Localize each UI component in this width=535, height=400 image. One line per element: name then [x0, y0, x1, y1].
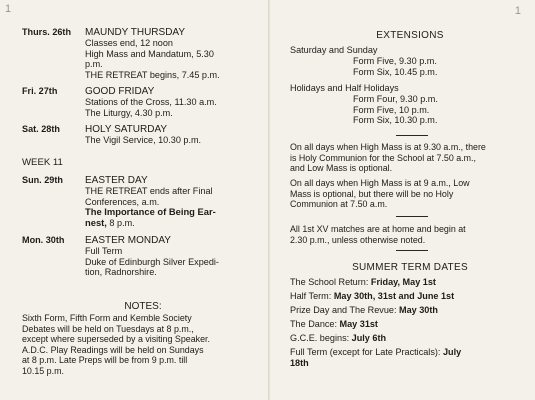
notes-line: Sixth Form, Fifth Form and Kemble Society	[22, 313, 192, 323]
event-line: THE RETREAT begins, 7.45 p.m.	[85, 69, 220, 80]
notes-body	[22, 313, 264, 376]
event-line: The Vigil Service, 10.30 p.m.	[85, 135, 202, 145]
extension-item: Form Five, 10 p.m.	[353, 104, 430, 115]
summer-value-cont: 18th	[290, 357, 309, 368]
summer-row	[290, 291, 530, 302]
event-bold-line: nest,	[85, 216, 107, 228]
event-line: Conferences, a.m.	[85, 196, 160, 207]
summer-value: May 30th, 31st and June 1st	[333, 291, 455, 301]
corner-mark-right: 1	[514, 5, 521, 17]
extension-item: Form Six, 10.45 p.m.	[353, 66, 438, 77]
divider-rule	[396, 250, 428, 251]
event-date: Sun. 29th	[22, 175, 63, 185]
divider-rule	[396, 216, 428, 217]
event-title: HOLY SATURDAY	[85, 124, 168, 135]
holidays-label: Holidays and Half Holidays	[290, 83, 399, 93]
sat-sun-label: Saturday and Sunday	[290, 45, 378, 55]
summer-value: July	[442, 347, 462, 357]
summer-label: Prize Day and The Revue:	[290, 305, 397, 315]
summer-label: The School Return:	[290, 277, 369, 287]
notes-line: at 8 p.m. Late Preps will be from 9 p.m. till	[22, 355, 188, 365]
event-line: The Liturgy, 4.30 p.m.	[85, 107, 173, 118]
event-line: 8 p.m.	[109, 217, 135, 228]
notes-line: Debates will be held on Tuesdays at 8 p.m.,	[22, 323, 194, 334]
event-date: Fri. 27th	[22, 86, 58, 96]
event-line: Classes end, 12 noon	[85, 38, 173, 48]
para-line: On all days when High Mass is at 9.30 a.m., there	[290, 142, 486, 152]
para-line: and Low Mass is optional.	[290, 163, 393, 173]
para-line: On all days when High Mass is at 9 a.m., Low	[290, 178, 470, 188]
summer-label: Full Term (except for Late Practicals):	[290, 347, 441, 357]
event-line: Duke of Edinburgh Silver Expedi-	[85, 256, 219, 267]
holidays-list	[353, 94, 438, 126]
summer-label: G.C.E. begins:	[290, 333, 350, 343]
notes-line: A.D.C. Play Readings will be held on Sundays	[22, 344, 204, 355]
event-sunday	[22, 175, 262, 228]
summer-row	[290, 277, 530, 288]
summer-row	[290, 305, 530, 316]
extensions-heading: EXTENSIONS	[376, 30, 444, 41]
para-line: Mass is optional, but there will be no Holy	[290, 188, 454, 199]
right-page	[268, 0, 535, 400]
summer-heading: SUMMER TERM DATES	[352, 262, 468, 273]
event-thursday	[22, 27, 262, 80]
event-line: High Mass and Mandatum, 5.30	[85, 48, 214, 59]
sat-sun-list	[353, 56, 437, 77]
summer-row	[290, 347, 530, 368]
corner-mark-left: 1	[5, 3, 12, 15]
event-line: tion, Radnorshire.	[85, 267, 157, 277]
summer-value: July 6th	[351, 333, 387, 343]
para-line: Communion at 7.50 a.m.	[290, 199, 388, 209]
summer-value: May 30th	[399, 305, 438, 315]
summer-value: Friday, May 1st	[370, 277, 436, 287]
event-title: MAUNDY THURSDAY	[85, 27, 186, 38]
event-friday	[22, 86, 262, 118]
event-date: Sat. 28th	[22, 124, 60, 134]
extension-item: Form Six, 10.30 p.m.	[353, 115, 438, 126]
event-line: p.m.	[85, 59, 103, 69]
para-line: 2.30 p.m., unless otherwise noted.	[290, 234, 426, 245]
mass-note-2	[290, 178, 530, 210]
summer-value: May 31st	[339, 319, 378, 329]
para-line: is Holy Communion for the School at 7.50 a.m.,	[290, 152, 476, 163]
mass-note-1	[290, 142, 530, 174]
extension-item: Form Five, 9.30 p.m.	[353, 56, 437, 66]
week-label: WEEK 11	[22, 157, 63, 168]
summer-row	[290, 319, 530, 330]
event-date: Mon. 30th	[22, 235, 65, 245]
event-title: GOOD FRIDAY	[85, 86, 155, 97]
event-line: Stations of the Cross, 11.30 a.m.	[85, 97, 217, 107]
event-line: Full Term	[85, 246, 123, 256]
notes-heading: NOTES:	[124, 301, 162, 312]
event-monday	[22, 235, 262, 278]
notes-line: 10.15 p.m.	[22, 365, 64, 376]
event-line: THE RETREAT ends after Final	[85, 186, 213, 196]
event-bold-line: The Importance of Being Ear-	[85, 206, 216, 217]
summer-label: The Dance:	[290, 319, 338, 329]
event-title: EASTER DAY	[85, 175, 148, 186]
summer-label: Half Term:	[290, 291, 332, 301]
summer-row	[290, 333, 530, 344]
event-title: EASTER MONDAY	[85, 235, 171, 246]
notes-line: except where superseded by a visiting Speaker.	[22, 334, 210, 344]
extension-item: Form Four, 9.30 p.m.	[353, 94, 438, 104]
matches-note	[290, 224, 530, 245]
para-line: All 1st XV matches are at home and begin at	[290, 224, 466, 234]
event-date: Thurs. 26th	[22, 27, 72, 37]
event-saturday	[22, 124, 262, 146]
divider-rule	[396, 135, 428, 136]
